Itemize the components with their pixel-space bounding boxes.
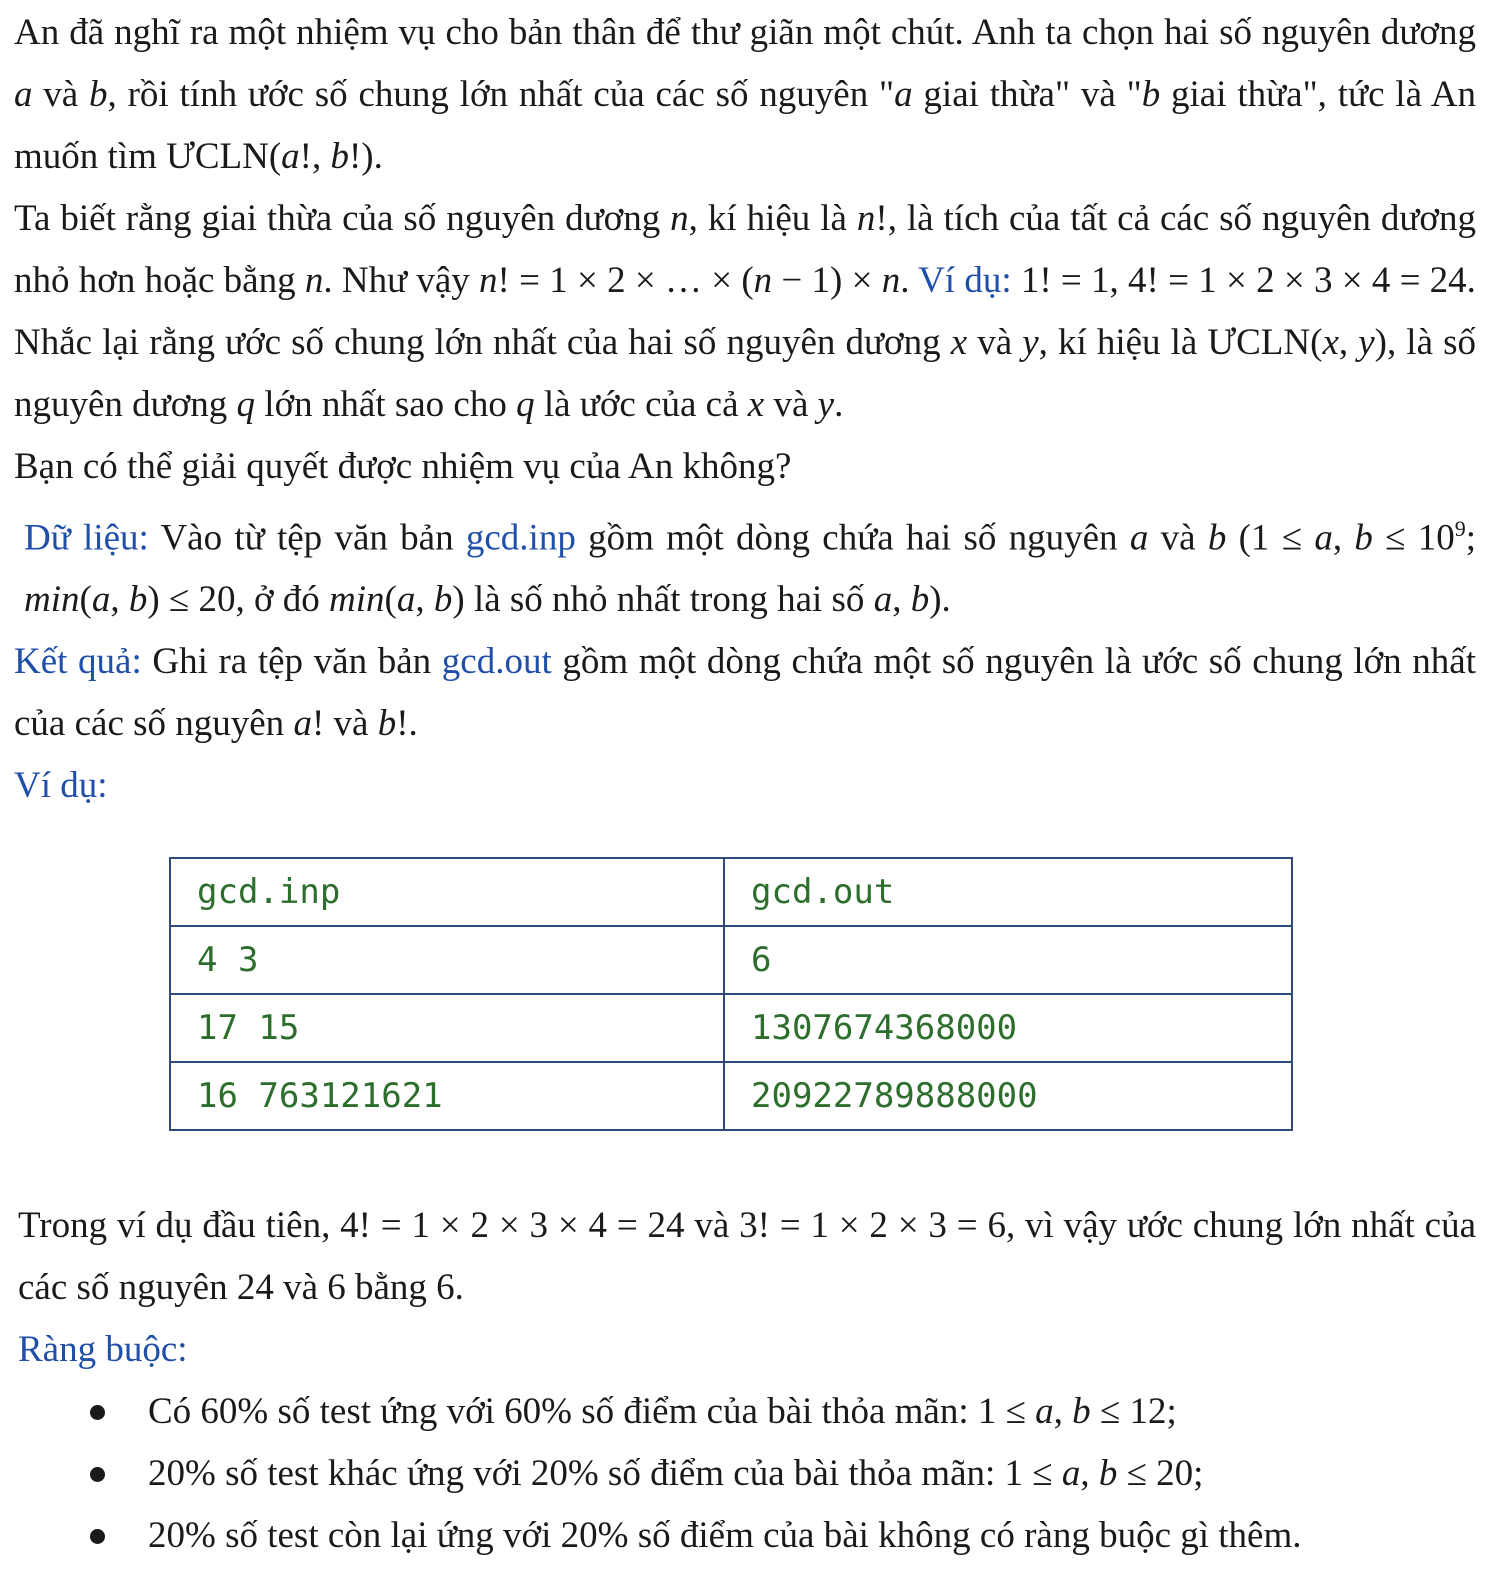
table-row bbox=[170, 994, 1292, 1062]
lower-section bbox=[18, 1195, 1476, 1567]
bullet-icon bbox=[90, 1467, 105, 1482]
table-header-row bbox=[170, 858, 1292, 926]
bullet-icon bbox=[90, 1529, 105, 1544]
list-item: 20% số test còn lại ứng với 20% số điểm của bài không có ràng buộc gì thêm. bbox=[18, 1505, 1476, 1567]
output-section: Kết quả: Ghi ra tệp văn bản gcd.out gồm một dòng chứa một số nguyên là ước số chung lớn nhất của các số nguyên a! và b!. bbox=[14, 641, 1477, 745]
list-item: 20% số test khác ứng với 20% số điểm của bài thỏa mãn: 1 ≤ a, b ≤ 20; bbox=[18, 1443, 1476, 1505]
intro-paragraph: An đã nghĩ ra một nhiệm vụ cho bản thân để thư giãn một chút. Anh ta chọn hai số nguyên dương a và b, rồi tính ước số chung lớn nhất của các số nguyên "a giai thừa" và "b giai thừa", tức là An muốn tìm ƯCLN(a!, b!). bbox=[14, 12, 1476, 177]
explanation: Trong ví dụ đầu tiên, 4! = 1 × 2 × 3 × 4 = 24 và 3! = 1 × 2 × 3 = 6, vì vậy ước chung lớn nhất của các số nguyên 24 và 6 bằng 6. bbox=[18, 1205, 1476, 1308]
question: Bạn có thể giải quyết được nhiệm vụ của An không? bbox=[14, 446, 792, 487]
example-heading: Ví dụ: bbox=[14, 765, 108, 807]
problem-statement bbox=[14, 0, 1476, 817]
example-label-inline: Ví dụ: bbox=[918, 260, 1012, 301]
table-row bbox=[170, 926, 1292, 994]
constraints-list bbox=[18, 1381, 1476, 1567]
input-section: Dữ liệu: Vào từ tệp văn bản gcd.inp gồm một dòng chứa hai số nguyên a và b (1 ≤ a, $b \le 10^9$; min(a, b) ≤ 20, ở đó min(a, b) là số nhỏ nhất trong hai số a, b). bbox=[24, 516, 1476, 621]
bullet-icon bbox=[90, 1405, 105, 1420]
table-cell: 6 bbox=[724, 926, 1292, 994]
output-label: Kết quả: bbox=[14, 641, 142, 683]
list-item: Có 60% số test ứng với 60% số điểm của bài thỏa mãn: 1 ≤ a, b ≤ 12; bbox=[18, 1381, 1476, 1443]
table-cell: 16 763121621 bbox=[170, 1062, 724, 1130]
constraints-label: Ràng buộc: bbox=[18, 1329, 188, 1370]
input-filename: gcd.inp bbox=[465, 517, 576, 559]
output-filename: gcd.out bbox=[441, 641, 552, 683]
input-label: Dữ liệu: bbox=[24, 517, 149, 559]
table-cell: 4 3 bbox=[170, 926, 724, 994]
table-header-cell: gcd.inp bbox=[170, 858, 724, 926]
table-cell: 17 15 bbox=[170, 994, 724, 1062]
gcd-definition: Nhắc lại rằng ước số chung lớn nhất của hai số nguyên dương x và y, kí hiệu là ƯCLN(x, y), là số nguyên dương q lớn nhất sao cho q là ước của cả x và y. bbox=[14, 322, 1476, 425]
factorial-definition: Ta biết rằng giai thừa của số nguyên dương n, kí hiệu là n!, là tích của tất cả các số nguyên dương nhỏ hơn hoặc bằng n. Như vậy n! = 1 × 2 × … × (n − 1) × n. Ví dụ: 1! = 1, 4! = 1 × 2 × 3 × 4 = 24. bbox=[14, 198, 1476, 301]
table-cell: 20922789888000 bbox=[724, 1062, 1292, 1130]
table-row bbox=[170, 1062, 1292, 1130]
example-table bbox=[169, 857, 1293, 1131]
table-header-cell: gcd.out bbox=[724, 858, 1292, 926]
table-cell: 1307674368000 bbox=[724, 994, 1292, 1062]
